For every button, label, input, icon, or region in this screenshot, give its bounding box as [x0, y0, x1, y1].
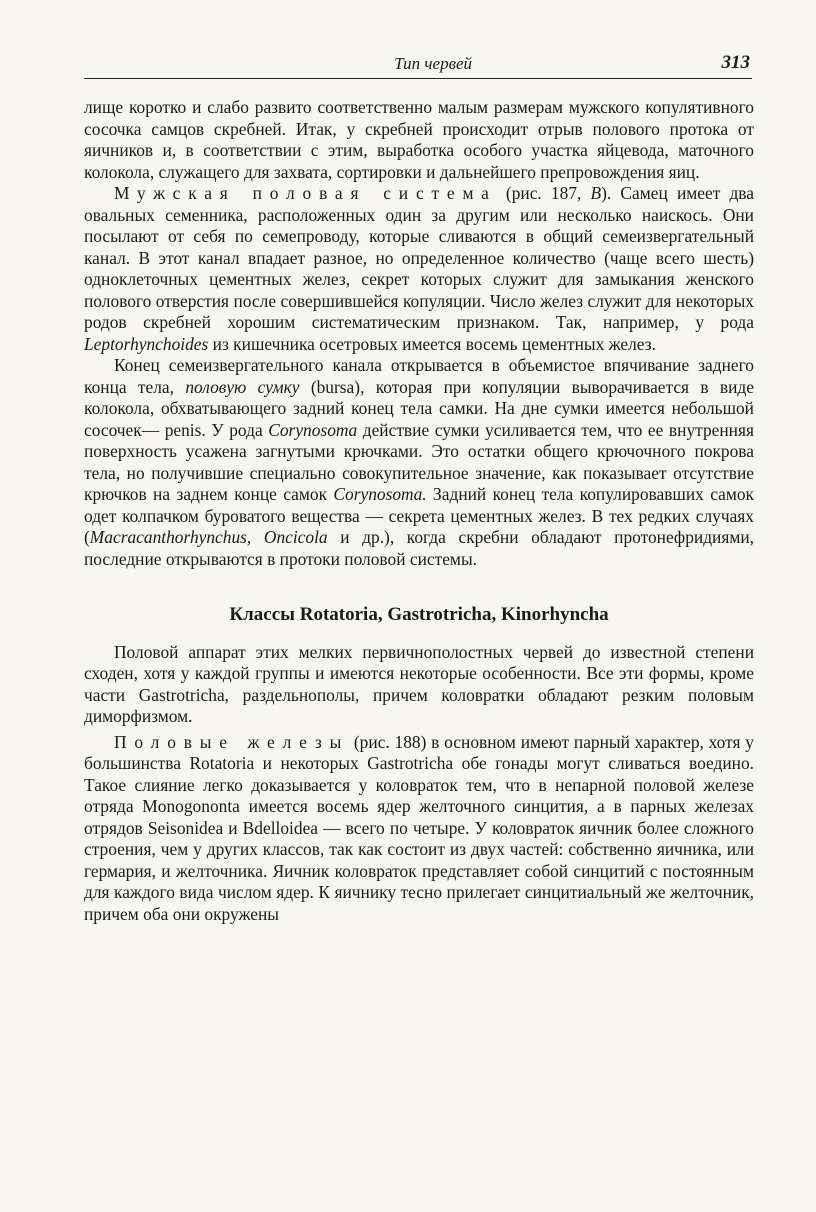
- genus-names: Macracanthorhynchus, Oncicola: [89, 527, 328, 547]
- spaced-lead-term: Половые железы: [114, 731, 350, 752]
- genus-name: Corynosoma.: [333, 484, 427, 504]
- italic-term: половую сумку: [185, 376, 300, 397]
- genus-name: Leptorhynchoides: [84, 333, 209, 354]
- paragraph-text: Конец семеизвергательного канала открывается в объемистое впячивание заднего конца тела,: [84, 355, 754, 397]
- genus-name: Corynosoma: [268, 419, 358, 440]
- paragraph-text: Задний конец тела копулировавших самок одет колпачком буроватого вещества — секрета цементных желез. В тех редких случаях (: [84, 484, 754, 547]
- paragraph-text: и др.), когда скребни обладают протонефридиями, последние открываются в протоки половой системы.: [84, 527, 755, 569]
- paragraph-text: Половой аппарат этих мелких первичнополостных червей до известной степени сходен, хотя у каждой группы и имеются некоторые особенности. Все эти формы, кроме части Gastrotricha, раздельнополы, причем коловратки обладают резким половым диморфизмом.: [84, 641, 754, 726]
- paragraph-male-system: [84, 183, 754, 355]
- spaced-lead-term: Мужская половая система: [114, 183, 497, 203]
- figure-ref: (рис. 187,: [496, 183, 591, 203]
- paragraph-bursa: [84, 355, 754, 570]
- running-head: [84, 52, 752, 79]
- paragraph-text: из кишечника осетровых имеется восемь цементных желез.: [208, 333, 656, 354]
- paragraph-text: ). Самец имеет два овальных семенника, расположенных один за другим или несколько наискось. Они посылают от себя по семепроводу, которые сливаются в общий семеизвергательный канал. В этот канал впадает разное, но определенное количество (чаще всего шесть) одноклеточных цементных желез, секрет которых служит для замыкания женского полового отверстия после совершившейся копуляции. Число желез служит для некоторых родов скребней хорошим систематическим признаком. Так, например, у рода: [84, 183, 754, 332]
- paragraph-text: (рис. 188) в основном имеют парный характер, хотя у большинства Rotatoria и некоторых Gastrotricha обе гонады могут сливаться воедино. Такое слияние легко доказывается у коловраток тем, что в непарной половой железе отряда Monogononta имеется восемь ядер желточного синцития, а в парных железах отрядов Seisonidea и Bdelloidea — всего по четыре. У коловраток яичник более сложного строения, чем у других классов, так как состоит из двух частей: собственно яичника, или гермария, и желточника. Яичник коловраток представляет собой синцитий с постоянным для каждого вида числом ядер. К яичнику тесно прилегает синцитиальный же желточник, причем оба они окружены: [84, 731, 754, 924]
- paragraph-intro: [84, 642, 754, 728]
- paragraph-text: действие сумки усиливается тем, что ее внутренняя поверхность усажена загнутыми крючками. Это остатки общего крючочного покрова тела, но получившие специально совокупительное значение, как показывает отсутствие крючков на заднем конце самок: [84, 419, 754, 504]
- page-number: 313: [721, 52, 750, 73]
- running-head-title: Тип червей: [394, 54, 472, 73]
- paragraph-continuation: [84, 97, 754, 183]
- paragraph-gonads: [84, 732, 754, 926]
- figure-letter: В: [590, 183, 602, 203]
- paragraph-text: (bursa), которая при копуляции выворачивается в виде колокола, обхватывающего задний конец тела самки. На дне сумки имеется небольшой сосочек— penis. У рода: [84, 376, 754, 440]
- paragraph-text: лище коротко и слабо развито соответственно малым размерам мужского копулятивного сосочка самцов скребней. Итак, у скребней происходит отрыв полового протока от яичников и, в соответствии с этим, выработка особого участка яйцевода, маточного колокола, служащего для захвата, сортировки и дальнейшего препровождения яиц.: [84, 97, 754, 182]
- section-heading: Классы Rotatoria, Gastrotricha, Kinorhyncha: [229, 604, 609, 625]
- body-text: [84, 97, 754, 925]
